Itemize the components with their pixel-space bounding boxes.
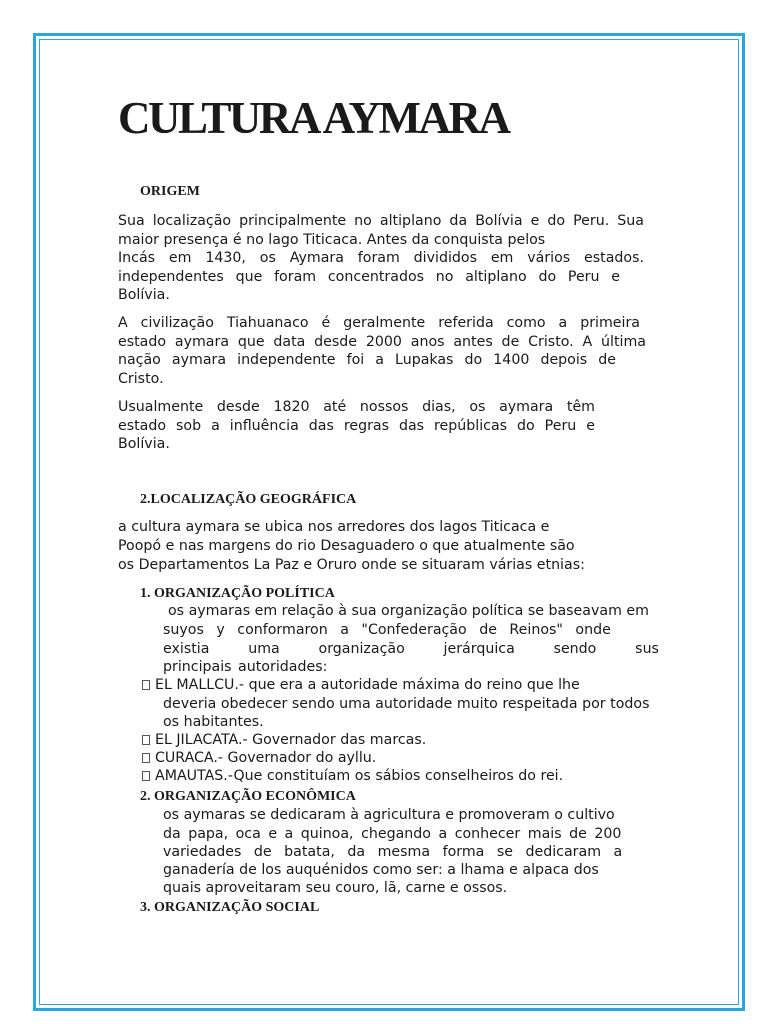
- text-line: da papa, oca e a quinoa, chegando a conhecer mais de 200: [163, 826, 622, 842]
- text-line: Cristo.: [118, 370, 164, 387]
- bullet-text: AMAUTAS.-Que constituíam os sábios conselheiros do rei.: [155, 768, 564, 784]
- section-heading-origem: ORIGEM: [140, 184, 200, 199]
- text-line: nação aymara independente foi a Lupakas do 1400 depois de: [118, 352, 616, 369]
- bullet-text: CURACA.- Governador do ayllu.: [155, 750, 377, 766]
- paragraph-origem-3: [118, 398, 595, 454]
- bullet-item: [142, 767, 563, 786]
- bullet-box-icon: [142, 680, 150, 690]
- text-line: variedades de batata, da mesma forma se dedicaram a: [163, 844, 623, 860]
- word: sendo: [553, 641, 597, 657]
- text-line: os aymaras se dedicaram à agricultura e promoveram o cultivo: [163, 807, 615, 823]
- bullet-box-icon: [142, 771, 150, 781]
- text-line: estado sob a influência das regras das repúblicas do Peru e: [118, 417, 595, 434]
- section-heading-social: 3. ORGANIZAÇÃO SOCIAL: [140, 900, 320, 915]
- text-line: os habitantes.: [163, 714, 264, 730]
- bullet-item: [142, 731, 426, 750]
- text-line: [163, 621, 627, 640]
- text-line: Bolívia.: [118, 287, 170, 304]
- paragraph-origem-1: [118, 212, 644, 305]
- bullet-box-icon: [142, 753, 150, 763]
- text-line: quais aproveitaram seu couro, lã, carne e ossos.: [163, 880, 508, 896]
- text-line: os aymaras em relação à sua organização política se baseavam em: [168, 603, 649, 619]
- text-line: ganadería de los auquénidos como ser: a lhama e alpaca dos: [163, 862, 599, 878]
- word: existia: [163, 641, 210, 657]
- word: uma: [248, 641, 280, 657]
- word: sus: [635, 641, 659, 657]
- text-line: Sua localização principalmente no altiplano da Bolívia e do Peru. Sua: [118, 213, 644, 229]
- section-heading-economica: 2. ORGANIZAÇÃO ECONÔMICA: [140, 789, 356, 804]
- text-line: independentes que foram concentrados no altiplano do Peru e: [118, 268, 620, 285]
- text-line: Usualmente desde 1820 até nossos dias, os aymara têm: [118, 399, 595, 415]
- paragraph-origem-2: [118, 314, 646, 388]
- word: organização: [318, 641, 405, 657]
- document-title: CULTURA AYMARA: [118, 93, 509, 143]
- text-line: os Departamentos La Paz e Oruro onde se situaram várias etnias:: [118, 557, 585, 573]
- text-line-content: suyos y conformaron a "Confederação de Reinos" onde: [163, 622, 611, 638]
- text-line: a cultura aymara se ubica nos arredores dos lagos Titicaca e: [118, 519, 550, 535]
- text-line: A civilização Tiahuanaco é geralmente referida como a primeira: [118, 315, 640, 331]
- text-line: Incás em 1430, os Aymara foram divididos em vários estados.: [118, 250, 644, 267]
- text-line: Bolívia.: [118, 436, 170, 453]
- bullet-box-icon: [142, 735, 150, 745]
- word: jerárquica: [443, 641, 515, 657]
- section-heading-politica: 1. ORGANIZAÇÃO POLÍTICA: [140, 586, 335, 601]
- section-heading-localizacao: 2.LOCALIZAÇÃO GEOGRÁFICA: [140, 492, 357, 507]
- bullet-item: [142, 749, 376, 768]
- bullet-text: EL JILACATA.- Governador das marcas.: [155, 732, 427, 748]
- bullet-item: [142, 676, 580, 695]
- justified-line: [163, 640, 659, 659]
- text-line: principais autoridades:: [163, 659, 328, 675]
- bullet-text: EL MALLCU.- que era a autoridade máxima do reino que lhe: [155, 677, 580, 693]
- text-line: deveria obedecer sendo uma autoridade muito respeitada por todos: [163, 696, 650, 712]
- text-line: Poopó e nas margens do rio Desaguadero o que atualmente são: [118, 538, 575, 554]
- text-line: maior presença é no lago Titicaca. Antes da conquista pelos: [118, 231, 546, 248]
- text-line: estado aymara que data desde 2000 anos antes de Cristo. A última: [118, 333, 646, 350]
